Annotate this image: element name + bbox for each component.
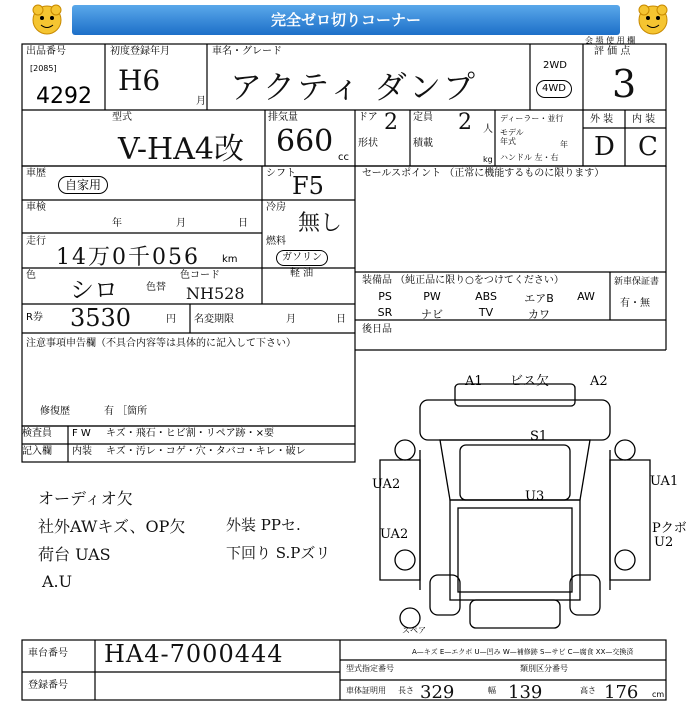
diagram-mark-a1: A1: [465, 374, 483, 389]
venue-use-label: 会 場 使 用 欄: [585, 36, 636, 45]
equipment-item: エアB: [524, 292, 554, 305]
ac-value: 無し: [298, 211, 343, 236]
first-reg-value: H6: [118, 64, 161, 97]
chassis-label: 車台番号: [28, 648, 68, 659]
cm-label: cm: [652, 690, 665, 699]
diagram-mark-u3: U3: [525, 489, 545, 504]
type-cert-label: 型式指定番号: [346, 664, 394, 673]
note-line: 荷台 UAS: [38, 545, 111, 564]
equipment-item: AW: [577, 290, 595, 303]
recycle-label: R券: [26, 312, 43, 323]
diagram-mark-u2-right: U2: [654, 535, 674, 550]
shape-label: 形状: [358, 138, 378, 149]
equipment-item: ナビ: [421, 308, 443, 321]
diagram-legend: A—キズ E—エクボ U—凹み W—補修跡 S—サビ C—腐食 XX—交換済: [412, 648, 634, 656]
recycle-value: 3530: [70, 304, 132, 332]
exterior-value: D: [594, 132, 615, 162]
rear-seat-label: 後日品: [362, 324, 392, 335]
repair-value: 有 ［箇所: [104, 406, 148, 417]
km-label: km: [222, 254, 238, 265]
grade-value: 3: [612, 62, 637, 106]
inspector-row1-label: F W: [72, 428, 91, 439]
lot-number: 4292: [36, 84, 92, 109]
equipment-item: TV: [478, 306, 494, 319]
fuel-light: 軽 油: [290, 268, 314, 279]
inspector-row2-items: キズ・汚レ・コゲ・穴・タバコ・キレ・破レ: [106, 446, 306, 457]
length-label: 長さ: [398, 686, 414, 695]
warranty-value: 有・無: [620, 298, 650, 309]
width-value: 139: [508, 682, 543, 703]
type-label: 型式: [112, 112, 132, 123]
lot-small: [2085]: [30, 64, 57, 73]
color-value: シロ: [70, 276, 118, 304]
diagram-mark-ua1-right: UA1: [650, 474, 679, 489]
notes-label: 注意事項申告欄（不具合内容等は具体的に記入して下さい）: [26, 338, 296, 349]
banner-title: 完全ゼロ切りコーナー: [72, 5, 620, 35]
name-change-day: 日: [336, 314, 346, 325]
capacity-label: 定員: [413, 112, 433, 123]
note-line: オーディオ欠: [38, 489, 133, 508]
note-line: 外装 PPセ.: [226, 516, 301, 534]
model-value: アクティ ダンプ: [230, 68, 477, 106]
diagram-mark-spare: スペア: [402, 626, 426, 635]
equipment-item: PW: [423, 290, 441, 303]
equipment-item: カワ: [528, 308, 550, 321]
height-value: 176: [604, 682, 639, 703]
chassis-value: HA4-7000444: [104, 640, 284, 668]
lot-label: 出品番号: [26, 46, 66, 57]
inspector-row1-items: キズ・飛石・ヒビ割・リペア跡・×要: [106, 428, 274, 439]
person-unit: 人: [483, 124, 493, 135]
first-reg-label: 初度登録年月: [110, 46, 170, 57]
shift-label: シフト: [266, 168, 296, 179]
kg-label: kg: [483, 155, 493, 164]
inspection-label: 車検: [26, 202, 46, 213]
equipment-item: PS: [378, 290, 392, 303]
grade-label: 評 価 点: [594, 46, 631, 57]
mileage-label: 走行: [26, 236, 46, 247]
load-label: 積載: [413, 138, 433, 149]
month-label: 月: [196, 96, 206, 107]
equipment-label: 装備品 （純正品に限り○をつけてください）: [362, 275, 564, 286]
repaint-label: 色替: [146, 282, 166, 293]
equipment-item: ABS: [475, 290, 497, 303]
ac-label: 冷房: [266, 202, 286, 213]
repair-label: 修復歴: [40, 406, 70, 417]
usage-value: 自家用: [58, 176, 108, 194]
type-value: V-HA4改: [118, 132, 244, 167]
diagram-mark-chip: ビス欠: [510, 374, 550, 389]
displacement-label: 排気量: [268, 112, 298, 123]
door-value: 2: [384, 110, 398, 135]
color-code-label: 色コード: [180, 270, 220, 281]
model-label: 車名・グレード: [212, 46, 282, 57]
height-label: 高さ: [580, 686, 596, 695]
name-change-label: 名変期限: [194, 314, 234, 325]
inspector-label-2: 記入欄: [22, 446, 52, 457]
diagram-mark-pc-right: Pクボ: [652, 521, 687, 536]
day-label: 日: [238, 218, 248, 229]
door-label: ドア: [358, 112, 378, 123]
fuel-gas: ガソリン: [276, 250, 328, 266]
note-line: 社外AWキズ、OP欠: [38, 517, 186, 536]
note-line: 下回り S.Pズリ: [226, 544, 331, 562]
exterior-label: 外 装: [590, 114, 614, 125]
color-code-value: NH528: [186, 284, 245, 303]
name-change-month: 月: [286, 314, 296, 325]
width-label: 幅: [488, 686, 496, 695]
drive-2wd: 2WD: [543, 60, 567, 71]
diagram-mark-ua2-left-2: UA2: [380, 527, 409, 542]
equipment-item: SR: [377, 306, 393, 319]
year-unit: 年: [560, 140, 568, 149]
car-diagram: [360, 370, 687, 640]
inspector-label-1: 検査員: [22, 428, 52, 439]
cert-label: 車体証明用: [346, 686, 386, 695]
shift-value: F5: [292, 172, 324, 200]
class-label: 類別区分番号: [520, 664, 568, 673]
capacity-value: 2: [458, 110, 472, 135]
cc-label: cc: [338, 152, 349, 163]
yen-label: 円: [166, 314, 176, 325]
handle-label: ハンドル 左・右: [500, 153, 559, 162]
model-year-label: モデル年式: [500, 128, 524, 146]
inspector-row2-label: 内装: [72, 446, 92, 457]
diagram-mark-s1: S1: [530, 429, 548, 444]
dealer-label: ディーラー・並行: [500, 114, 564, 123]
drive-4wd: 4WD: [536, 80, 572, 98]
fuel-label: 燃料: [266, 236, 286, 247]
warranty-label: 新車保証書: [614, 277, 660, 287]
registration-label: 登録番号: [28, 680, 68, 691]
interior-value: C: [638, 132, 658, 162]
diagram-mark-a2: A2: [590, 374, 608, 389]
diagram-mark-ua2-left: UA2: [372, 477, 401, 492]
displacement-value: 660: [276, 124, 334, 159]
month-label-2: 月: [176, 218, 186, 229]
interior-label: 内 装: [632, 114, 656, 125]
mileage-value: 14万0千056: [56, 245, 200, 270]
sales-point-label: セールスポイント （正常に機能するものに限ります）: [362, 168, 605, 179]
year-label: 年: [112, 218, 122, 229]
color-label: 色: [26, 270, 36, 281]
length-value: 329: [420, 682, 455, 703]
usage-label: 車歴: [26, 168, 46, 179]
note-line: A.U: [42, 572, 73, 591]
